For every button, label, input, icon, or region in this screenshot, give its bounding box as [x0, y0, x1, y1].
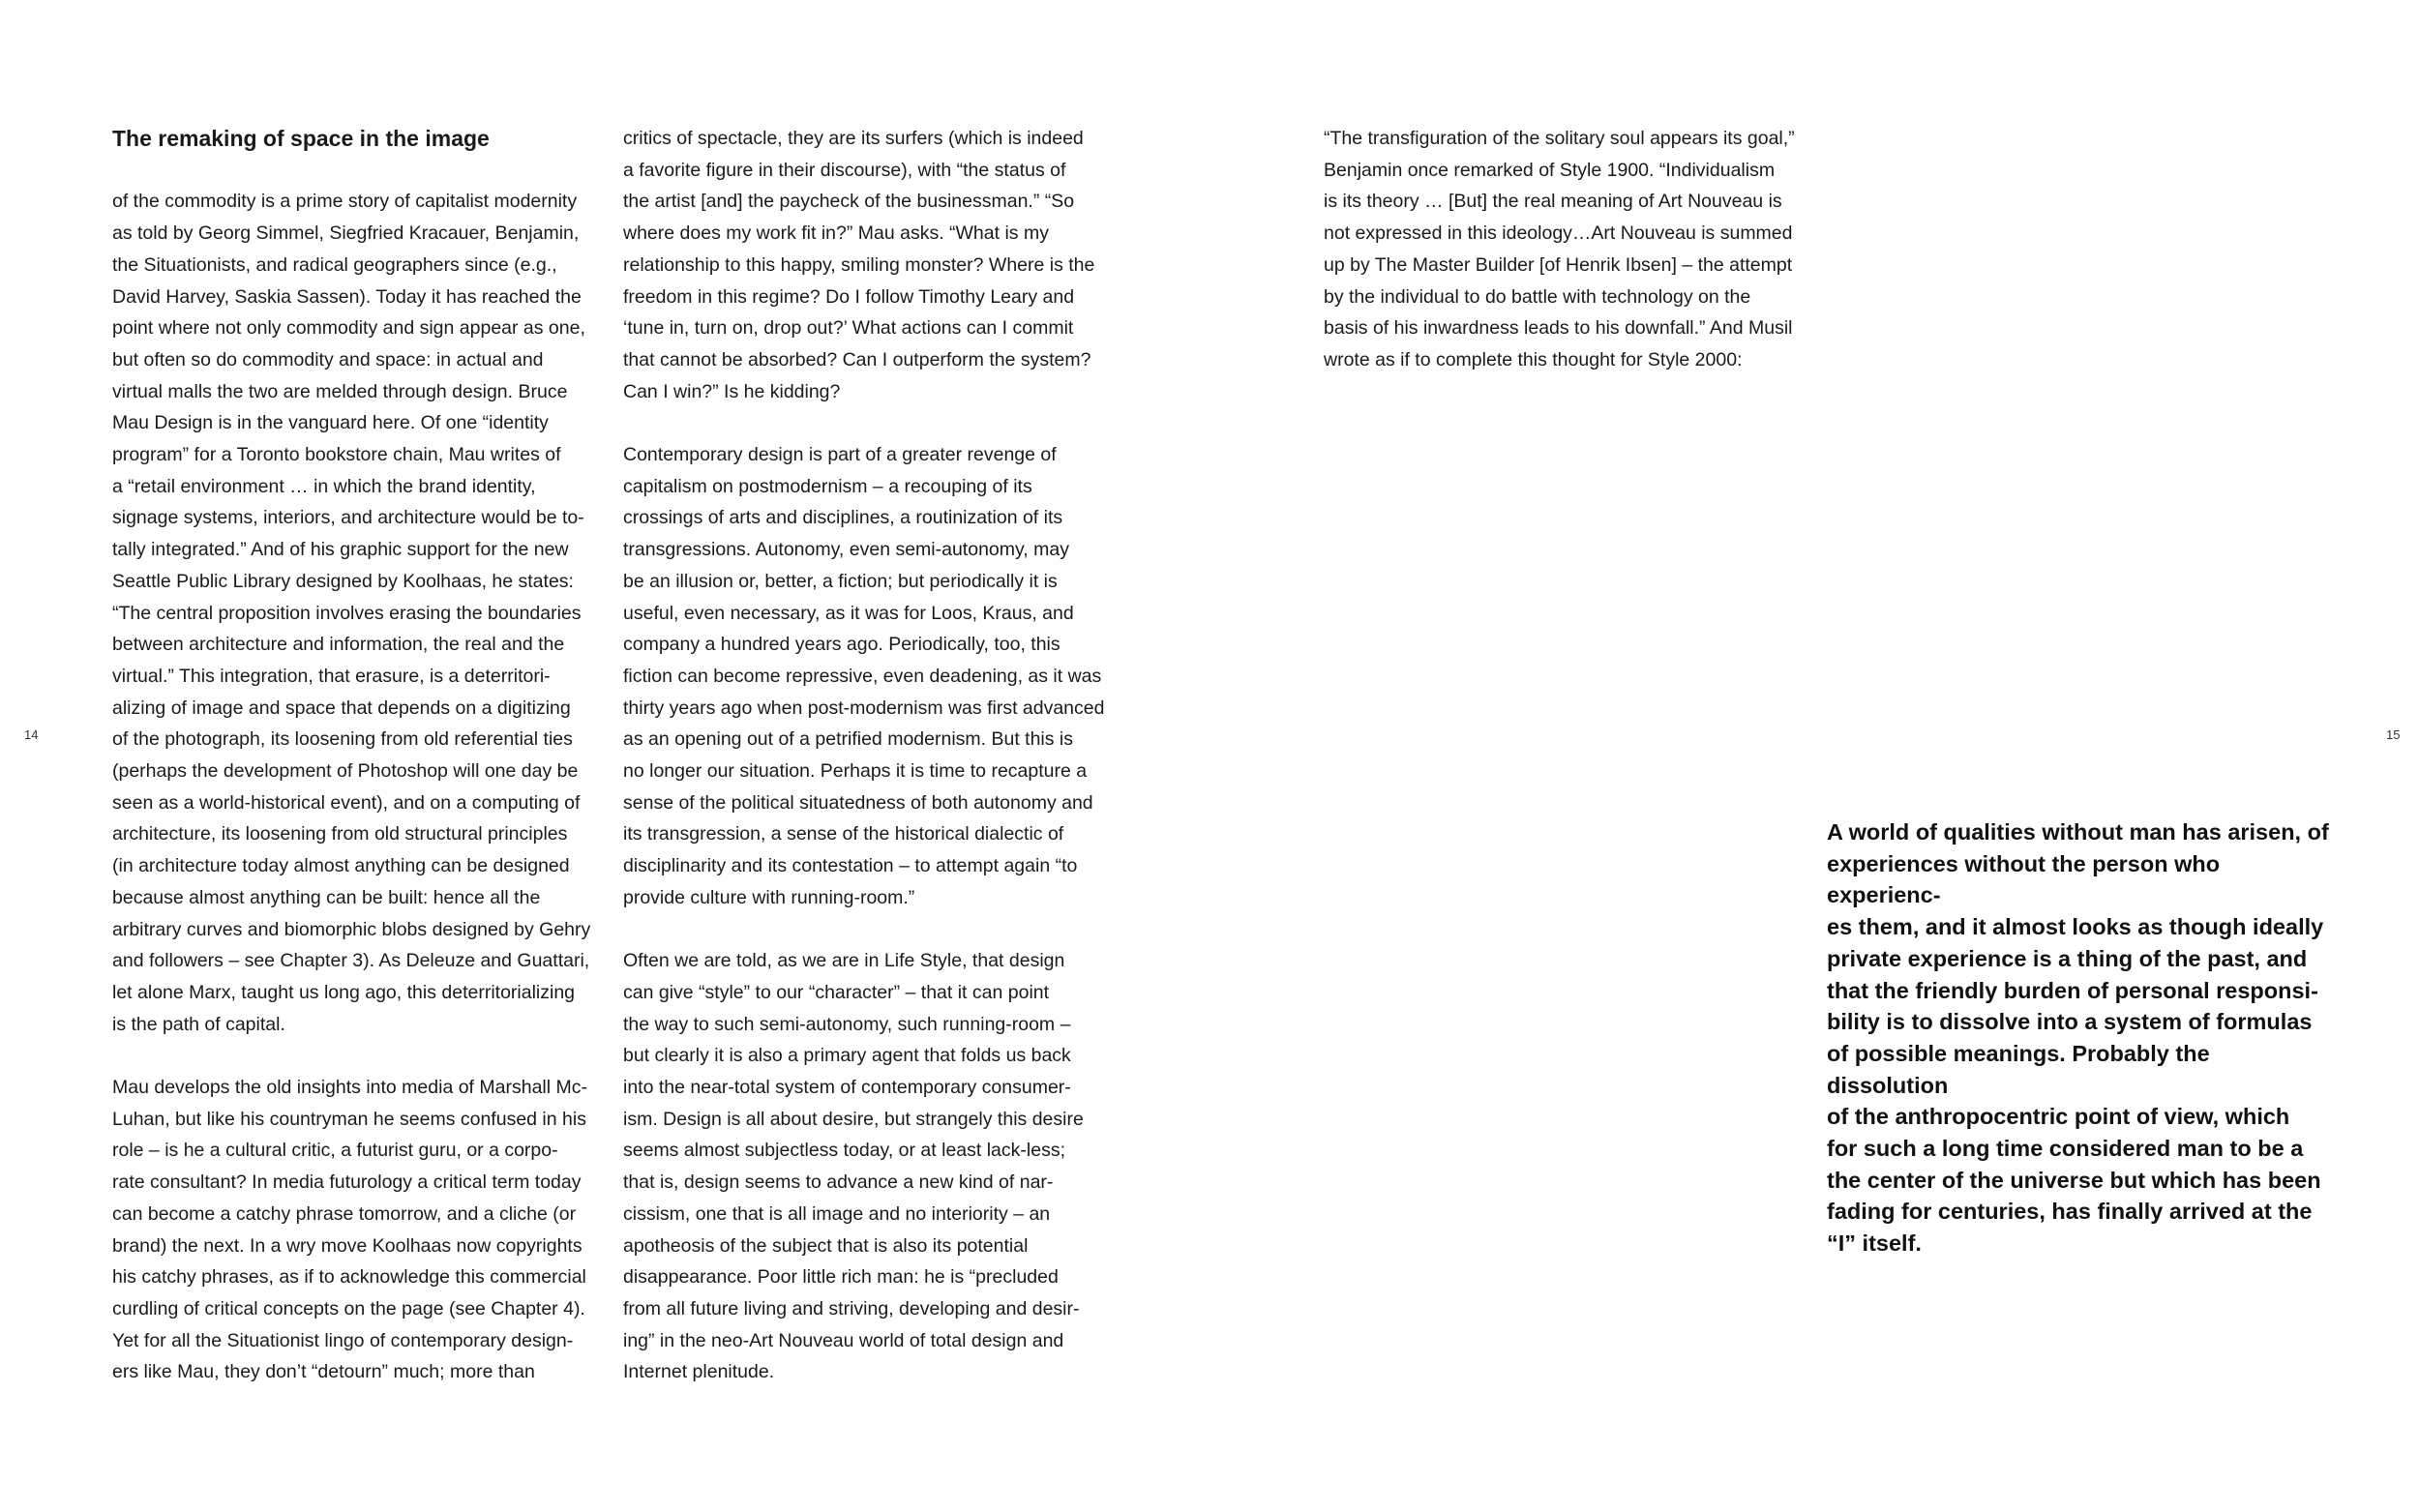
paragraph: Mau develops the old insights into media of Marshall Mc- Luhan, but like his countryman he seems confused in his role – is he a cultural critic, a futurist guru, or a corpo- rate consultant? In media futurology a critical term today can become a catchy phrase tomorrow, and a cliche (or brand) the next. In a wry move Koolhaas now copyrights his catchy phrases, as if to acknowledge this commercial curdling of critical concepts on the page (see Chapter 4). Yet for all the Situationist lingo of contemporary design- ers like Mau, they don’t “detourn” much; more than	[112, 1077, 587, 1383]
paragraph: Often we are told, as we are in Life Style, that design can give “style” to our “character” – that it can point the way to such semi-autonomy, such running-room – but clearly it is also a primary agent that folds us back into the near-total system of contemporary consumer- ism. Design is all about desire, but strangely this desire seems almost subjectless today, or at least lack-less; that is, design seems to advance a new kind of nar- cissism, one that is all image and no interiority – an apotheosis of the subject that is also its potential disappearance. Poor little rich man: he is “precluded from all future living and striving, developing and desir- ing” in the neo-Art Nouveau world of total design and Internet plenitude.	[623, 950, 1084, 1383]
page-number-left: 14	[24, 727, 39, 742]
paragraph: critics of spectacle, they are its surfers (which is indeed a favorite figure in their discourse), with “the status of the artist [and] the paycheck of the businessman.” “So where does my work fit in?” Mau asks. “What is my relationship to this happy, smiling monster? Where is the freedom in this regime? Do I follow Timothy Leary and ‘tune in, turn on, drop out?’ What actions can I commit that cannot be absorbed? Can I outperform the system? Can I win?” Is he kidding?	[623, 128, 1095, 402]
paragraph-gap	[112, 1040, 615, 1072]
section-heading: The remaking of space in the image	[112, 126, 490, 151]
paragraph: Contemporary design is part of a greater revenge of capitalism on postmodernism – a recouping of its crossings of arts and disciplines, a routinization of its transgressions. Autonomy, even semi-autonomy, may be an illusion or, better, a fiction; but periodically it is useful, even necessary, as it was for Loos, Kraus, and company a hundred years ago. Periodically, too, this fiction can become repressive, even deadening, as it was thirty years ago when post-modernism was first advanced as an opening out of a petrified modernism. But this is no longer our situation. Perhaps it is time to recapture a sense of the political situatedness of both autonomy and its transgression, a sense of the historical dialectic of disciplinarity and its contestation – to attempt again “to provide culture with running-room.”	[623, 444, 1105, 908]
paragraph-gap	[623, 914, 1126, 946]
paragraph: “The transfiguration of the solitary soul appears its goal,” Benjamin once remarked of Style 1900. “Individualism is its theory … [But] the real meaning of Art Nouveau is not expressed in this ideology…Art Nouveau is summed up by The Master Builder [of Henrik Ibsen] – the attempt by the individual to do battle with technology on the basis of his inwardness leads to his downfall.” And Musil wrote as if to complete this thought for Style 2000:	[1324, 128, 1795, 371]
page-number-right: 15	[2386, 727, 2401, 742]
text-column-3	[1324, 123, 1827, 376]
paragraph-gap	[623, 407, 1126, 439]
text-column-2	[623, 123, 1126, 1388]
paragraph: of the commodity is a prime story of capitalist modernity as told by Georg Simmel, Siegfried Kracauer, Benjamin, the Situationists, and radical geographers since (e.g., David Harvey, Saskia Sassen). Today it has reached the point where not only commodity and sign appear as one, but often so do commodity and space: in actual and virtual malls the two are melded through design. Bruce Mau Design is in the vanguard here. Of one “identity program” for a Toronto bookstore chain, Mau writes of a “retail environment … in which the brand identity, signage systems, interiors, and architecture would be to- tally integrated.” And of his graphic support for the new Seattle Public Library designed by Koolhaas, he states: “The central proposition involves erasing the boundaries between architecture and information, the real and the virtual.” This integration, that erasure, is a deterritori- alizing of image and space that depends on a digitizing of the photograph, its loosening from old referential ties (perhaps the development of Photoshop will one day be seen as a world-historical event), and on a computing of architecture, its loosening from old structural principles (in architecture today almost anything can be designed because almost anything can be built: hence all the arbitrary curves and biomorphic blobs designed by Gehry and followers – see Chapter 3). As Deleuze and Guattari, let alone Marx, taught us long ago, this deterritorializing is the path of capital.	[112, 191, 591, 1035]
pull-quote: A world of qualities without man has arisen, of experiences without the person who experienc- es them, and it almost looks as though ideally private experience is a thing of the past, and that the friendly burden of personal responsi- bility is to dissolve into a system of formulas of possible meanings. Probably the dissolution of the anthropocentric point of view, which for such a long time considered man to be a the center of the universe but which has been fading for centuries, has finally arrived at the “I” itself.	[1827, 819, 2329, 1257]
text-column-1	[112, 123, 615, 1388]
